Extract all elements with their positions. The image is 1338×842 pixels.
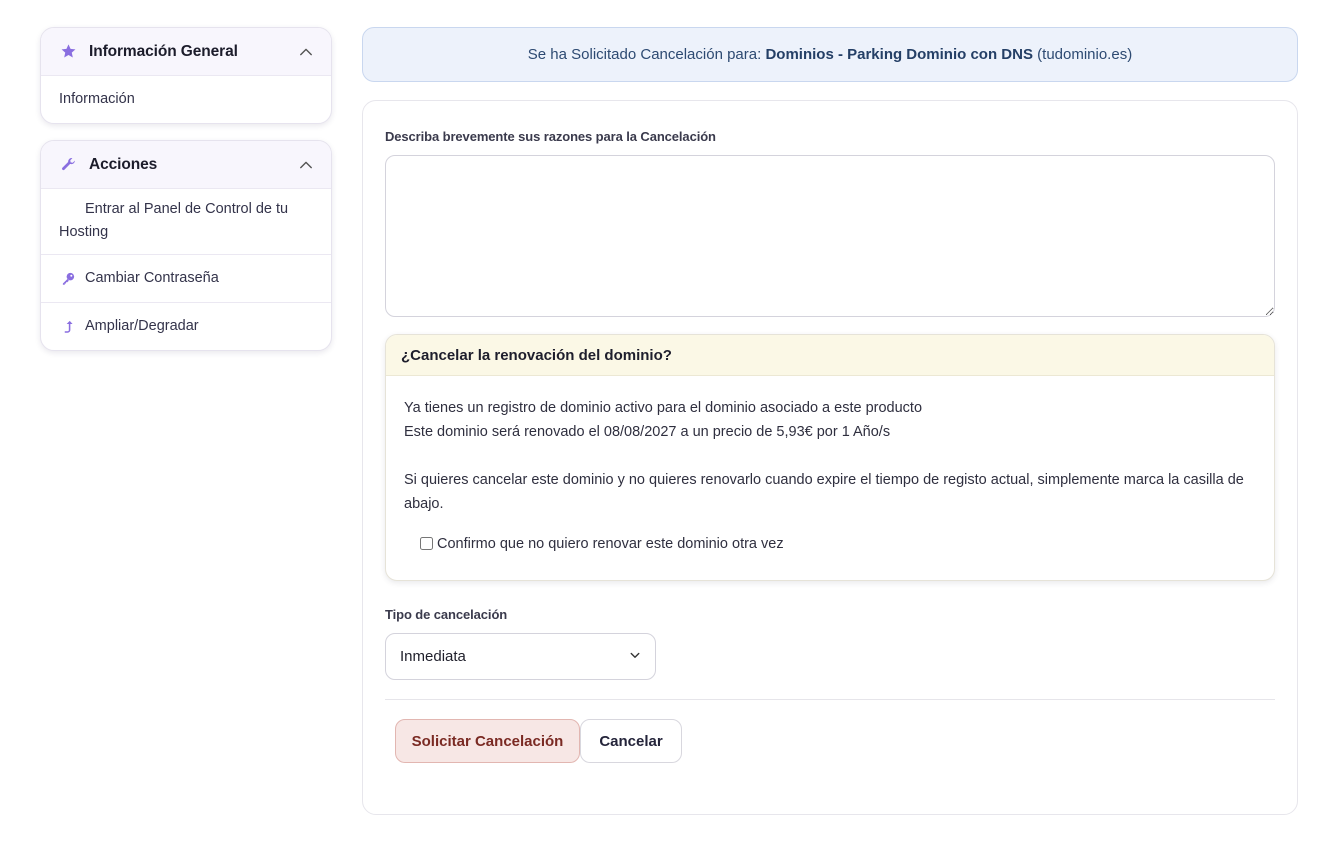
panel-general-info-title: Información General <box>89 42 238 60</box>
panel-actions <box>40 140 332 351</box>
sidebar-item-label: Ampliar/Degradar <box>85 318 199 334</box>
domain-instructions: Si quieres cancelar este dominio y no quieres renovarlo cuando expire el tiempo de registo actual, simplemente marca la casilla de abajo. <box>404 472 1244 512</box>
reason-label: Describa brevemente sus razones para la Cancelación <box>385 129 716 144</box>
sidebar-item-label: Información <box>59 91 135 107</box>
confirm-no-renew-label: Confirmo que no quiero renovar este dominio otra vez <box>437 536 784 552</box>
panel-actions-title: Acciones <box>89 155 158 173</box>
sidebar-item-control-panel[interactable] <box>41 189 331 254</box>
alert-prefix: Se ha Solicitado Cancelación para: <box>527 46 766 63</box>
chevron-down-icon <box>629 648 641 665</box>
cancellation-type-value: Inmediata <box>400 648 466 665</box>
panel-actions-header[interactable] <box>41 141 331 189</box>
cancel-button[interactable]: Cancelar <box>580 719 682 763</box>
domain-renewal-title: ¿Cancelar la renovación del dominio? <box>386 335 1274 376</box>
cancellation-form-card <box>362 100 1298 815</box>
alert-product: Dominios - Parking Dominio con DNS <box>765 46 1033 63</box>
cancellation-type-select[interactable] <box>385 633 656 680</box>
cancellation-type-label: Tipo de cancelación <box>385 607 508 622</box>
sidebar-item-informacion[interactable] <box>41 76 331 123</box>
cancellation-info-alert <box>362 27 1298 82</box>
chevron-up-icon[interactable] <box>298 157 314 173</box>
reason-textarea[interactable] <box>385 155 1275 317</box>
domain-renewal-body <box>386 376 1274 556</box>
sidebar-item-change-password[interactable] <box>41 254 331 302</box>
confirm-no-renew-checkbox[interactable] <box>420 537 433 550</box>
wrench-icon <box>59 156 77 174</box>
star-icon <box>59 43 77 61</box>
request-cancellation-button[interactable]: Solicitar Cancelación <box>395 719 580 763</box>
divider <box>385 699 1275 700</box>
sidebar-item-label: Cambiar Contraseña <box>85 270 219 286</box>
domain-renewal-line: Este dominio será renovado el 08/08/2027 a un precio de 5,93€ por 1 Año/s <box>404 424 891 440</box>
alert-domain: (tudominio.es) <box>1032 46 1133 63</box>
panel-general-info-header[interactable] <box>41 28 331 76</box>
domain-renewal-box <box>385 334 1275 581</box>
chevron-up-icon[interactable] <box>298 44 314 60</box>
sidebar-item-upgrade-downgrade[interactable] <box>41 302 331 350</box>
arrow-up-icon <box>59 315 77 338</box>
sidebar <box>40 27 332 367</box>
panel-general-info <box>40 27 332 124</box>
domain-info-line: Ya tienes un registro de dominio activo para el dominio asociado a este producto <box>404 400 923 416</box>
key-icon <box>59 267 77 290</box>
confirm-no-renew[interactable] <box>420 532 1256 556</box>
sidebar-item-label: Entrar al Panel de Control de tu Hosting <box>59 201 289 240</box>
